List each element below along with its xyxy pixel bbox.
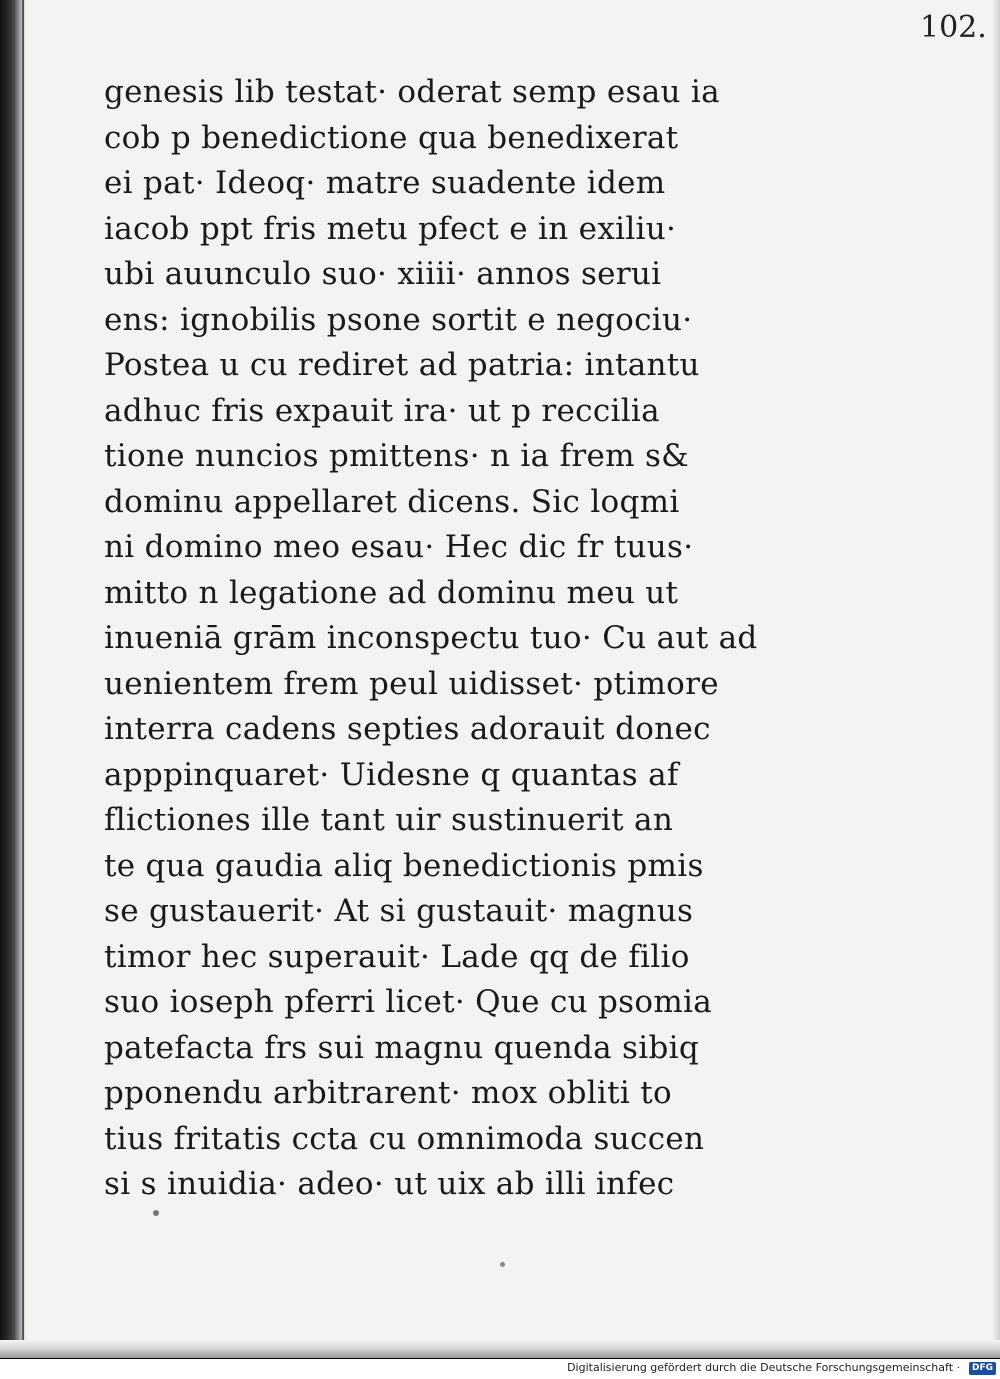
manuscript-line: ubi auunculo suo· xiiii· annos serui: [104, 256, 662, 292]
manuscript-line: ni domino meo esau· Hec dic fr tuus·: [104, 529, 694, 565]
ink-speck: [500, 1262, 505, 1267]
manuscript-line: inueniā grām inconspectu tuo· Cu aut ad: [104, 620, 758, 656]
manuscript-line: tius fritatis ccta cu omnimoda succen: [104, 1120, 705, 1157]
page-edge-line: [22, 0, 24, 1358]
manuscript-line: pponendu arbitrarent· mox obliti to: [104, 1075, 672, 1111]
manuscript-line: uenientem frem peul uidisset· ptimore: [104, 665, 719, 702]
ink-speck: [153, 1210, 159, 1216]
manuscript-line: iacob ppt fris metu pfect e in exiliu·: [104, 210, 677, 247]
manuscript-text-block: [104, 70, 824, 1208]
page-bottom-edge: [0, 1340, 1000, 1358]
manuscript-line: si s inuidia· adeo· ut uix ab illi infec: [104, 1166, 675, 1202]
manuscript-line: flictiones ille tant uir sustinuerit an: [104, 802, 674, 838]
funding-credit: Digitalisierung gefördert durch die Deutsche Forschungsgemeinschaft ·: [567, 1361, 960, 1374]
manuscript-line: ei pat· Ideoq· matre suadente idem: [104, 165, 666, 201]
manuscript-line: Postea u cu rediret ad patria: intantu: [104, 347, 700, 383]
manuscript-line: patefacta frs sui magnu quenda sibiq: [104, 1029, 699, 1066]
digitization-footer: [0, 1358, 1000, 1379]
manuscript-line: apppinquaret· Uidesne q quantas af: [104, 756, 679, 793]
manuscript-line: dominu appellaret dicens. Sic loqmi: [104, 483, 680, 520]
dfg-logo: DFG: [969, 1362, 996, 1375]
manuscript-line: mitto n legatione ad dominu meu ut: [104, 574, 679, 611]
manuscript-line: suo ioseph pferri licet· Que cu psomia: [104, 984, 713, 1020]
manuscript-line: ens: ignobilis psone sortit e negociu·: [104, 301, 693, 338]
manuscript-line: genesis lib testat· oderat semp esau ia: [104, 74, 720, 110]
folio-number: 102.: [920, 10, 987, 45]
manuscript-line: se gustauerit· At si gustauit· magnus: [104, 893, 694, 929]
manuscript-line: te qua gaudia aliq benedictionis pmis: [104, 847, 704, 884]
manuscript-line: adhuc fris expauit ira· ut p reccilia: [104, 392, 660, 429]
manuscript-line: timor hec superauit· Lade qq de filio: [104, 938, 690, 975]
manuscript-line: tione nuncios pmittens· n ia frem s&: [104, 438, 690, 474]
page-right-edge: [992, 0, 1000, 1358]
manuscript-line: cob p benedictione qua benedixerat: [104, 119, 679, 156]
manuscript-line: interra cadens septies adorauit donec: [104, 711, 711, 747]
